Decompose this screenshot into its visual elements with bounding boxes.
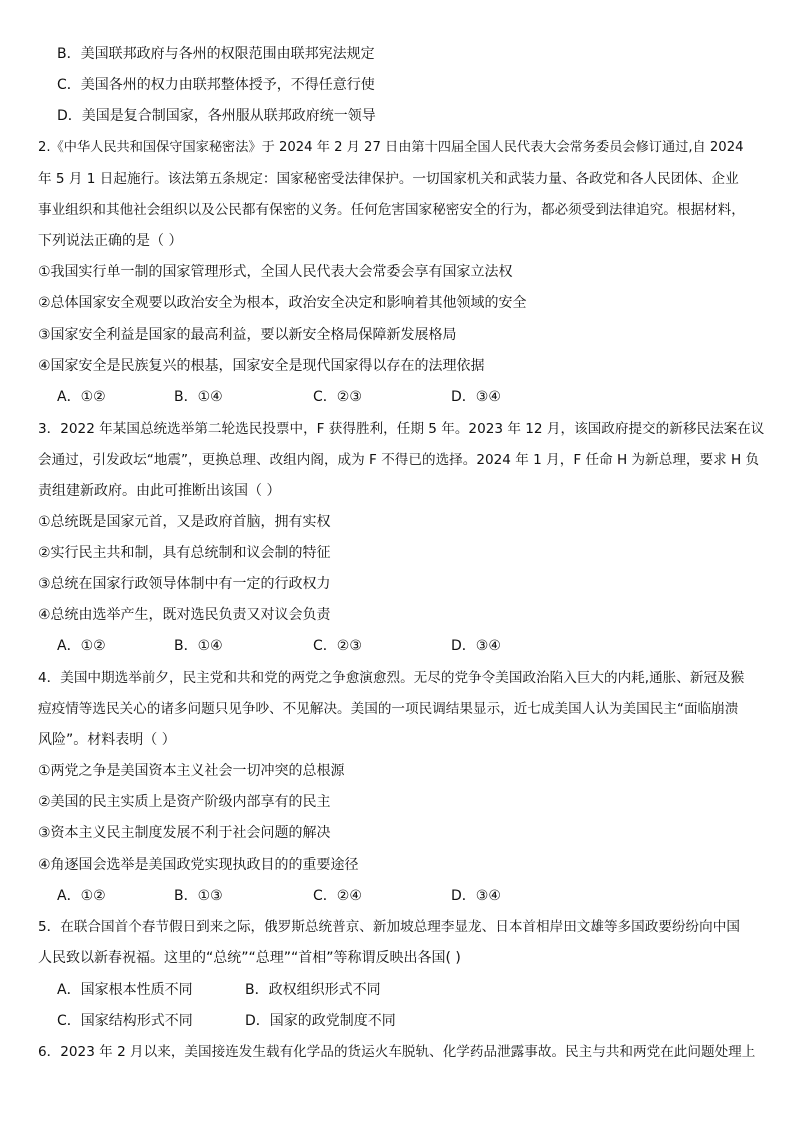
q2-stem-line-1: 2.《中华人民共和国保守国家秘密法》于 2024 年 2 月 27 日由第十四届全国人民代表大会常务委员会修订通过,自 2024 (38, 140, 744, 155)
q3-choice-b[interactable]: B．①④ (174, 638, 223, 654)
q2-item-1: ①我国实行单一制的国家管理形式，全国人民代表大会常委会享有国家立法权 (38, 264, 513, 280)
q4-stem-line-3: 风险”。材料表明（ ） (38, 732, 176, 748)
q3-choice-a[interactable]: A．①② (57, 638, 106, 654)
q4-item-1: ①两党之争是美国资本主义社会一切冲突的总根源 (38, 763, 345, 779)
q5-choice-d[interactable]: D．国家的政党制度不同 (245, 1013, 396, 1029)
q3-item-3: ③总统在国家行政领导体制中有一定的行政权力 (38, 576, 331, 592)
q3-stem-line-2: 会通过，引发政坛“地震”，更换总理、改组内阁，成为 F 不得已的选择。2024 年 1 月，F 任命 H 为新总理，要求 H 负 (38, 452, 760, 468)
q2-stem-line-4: 下列说法正确的是（ ） (38, 233, 183, 249)
q5-stem-line-1: 5．在联合国首个春节假日到来之际，俄罗斯总统普京、新加坡总理李显龙、日本首相岸田文雄等多国政要纷纷向中国 (38, 919, 740, 935)
q3-stem-line-1: 3．2022 年某国总统选举第二轮选民投票中，F 获得胜利，任期 5 年。2023 年 12 月，该国政府提交的新移民法案在议 (38, 421, 765, 437)
q4-item-4: ④角逐国会选举是美国政党实现执政目的的重要途径 (38, 857, 359, 873)
q4-stem-line-1: 4．美国中期选举前夕，民主党和共和党的两党之争愈演愈烈。无尽的党争令美国政治陷入巨大的内耗,通胀、新冠及猴 (38, 670, 745, 686)
q3-item-4: ④总统由选举产生，既对选民负责又对议会负责 (38, 607, 331, 623)
q3-stem-line-3: 责组建新政府。由此可推断出该国（ ） (38, 483, 281, 499)
q3-choice-c[interactable]: C．②③ (313, 638, 362, 654)
q4-item-3: ③资本主义民主制度发展不利于社会问题的解决 (38, 825, 331, 841)
q5-stem-line-2: 人民致以新春祝福。这里的“总统”“总理”“首相”等称谓反映出各国( ) (38, 950, 461, 966)
q2-choice-d[interactable]: D．③④ (451, 389, 501, 405)
q1-option-c: C．美国各州的权力由联邦整体授予，不得任意行使 (57, 77, 375, 93)
q2-choice-a[interactable]: A．①② (57, 389, 106, 405)
q2-stem-line-2: 年 5 月 1 日起施行。该法第五条规定：国家秘密受法律保护。一切国家机关和武装力量、各政党和各人民团体、企业 (38, 171, 739, 187)
q4-item-2: ②美国的民主实质上是资产阶级内部享有的民主 (38, 794, 331, 810)
q2-choice-c[interactable]: C．②③ (313, 389, 362, 405)
q1-option-b: B．美国联邦政府与各州的权限范围由联邦宪法规定 (57, 46, 375, 62)
q3-item-1: ①总统既是国家元首，又是政府首脑，拥有实权 (38, 514, 331, 530)
q2-choice-b[interactable]: B．①④ (174, 389, 223, 405)
q4-choice-d[interactable]: D．③④ (451, 888, 501, 904)
q5-choice-b[interactable]: B．政权组织形式不同 (245, 982, 381, 998)
q1-option-d: D．美国是复合制国家，各州服从联邦政府统一领导 (57, 108, 376, 124)
q4-choice-a[interactable]: A．①② (57, 888, 106, 904)
q6-stem-line-1: 6．2023 年 2 月以来，美国接连发生载有化学品的货运火车脱轨、化学药品泄露事故。民主与共和两党在此问题处理上 (38, 1044, 756, 1060)
q4-choice-b[interactable]: B．①③ (174, 888, 223, 904)
q2-item-3: ③国家安全利益是国家的最高利益，要以新安全格局保障新发展格局 (38, 327, 457, 343)
q3-choice-d[interactable]: D．③④ (451, 638, 501, 654)
q2-stem-line-3: 事业组织和其他社会组织以及公民都有保密的义务。任何危害国家秘密安全的行为，都必须受到法律追究。根据材料， (38, 202, 745, 218)
q4-choice-c[interactable]: C．②④ (313, 888, 362, 904)
q5-choice-a[interactable]: A．国家根本性质不同 (57, 982, 193, 998)
q2-item-2: ②总体国家安全观要以政治安全为根本，政治安全决定和影响着其他领域的安全 (38, 295, 527, 311)
q5-choice-c[interactable]: C．国家结构形式不同 (57, 1013, 193, 1029)
q4-stem-line-2: 痘疫情等选民关心的诸多问题只见争吵、不见解决。美国的一项民调结果显示，近七成美国人认为美国民主“面临崩溃 (38, 701, 739, 717)
q3-item-2: ②实行民主共和制，具有总统制和议会制的特征 (38, 545, 331, 561)
q2-item-4: ④国家安全是民族复兴的根基，国家安全是现代国家得以存在的法理依据 (38, 358, 485, 374)
